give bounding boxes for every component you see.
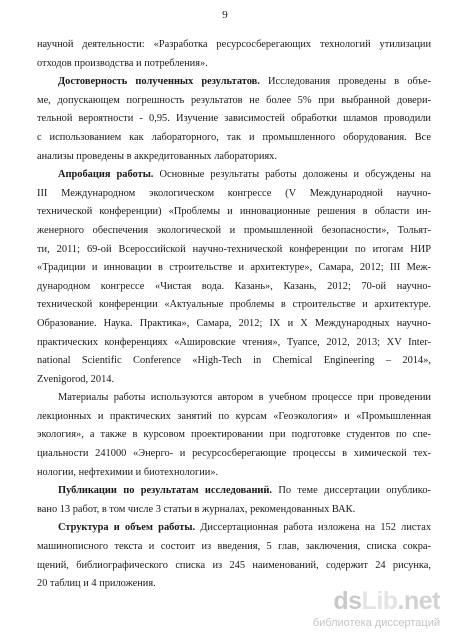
paragraph-publications: [37, 482, 431, 519]
paragraph-heading: Публикации по результатам исследований.: [58, 485, 273, 497]
text-line: щений, библиографического списка из 245 наименований, содержит 24 рисунка,: [37, 559, 431, 571]
text-line: анализы проведены в аккредитованных лабораториях.: [37, 150, 277, 162]
text-fragment: Основные результаты работы доложены и обсуждены на: [153, 169, 432, 181]
document-body: [37, 36, 431, 594]
text-line: тельной вероятности - 0,95. Изучение зависимостей обработки шламов проводили: [37, 113, 431, 125]
paragraph-structure: [37, 519, 431, 593]
paragraph-heading: Апробация работы.: [58, 169, 154, 181]
text-line: практических конференциях «Ашировские чтения», Туапсе, 2012, 2013; XV Inter-: [37, 336, 431, 348]
text-line: машинописного текста и состоит из введения, 5 глав, заключения, списка сокра-: [37, 541, 431, 553]
text-line: дународном конгрессе «Чистая вода. Казань», Казань, 2012; 70-ой научно-: [37, 280, 431, 292]
text-line: нологии, нефтехимии и биотехнологии».: [37, 466, 219, 478]
text-line: отходов производства и потребления».: [37, 57, 208, 69]
text-line: лекционных и практических занятий по курсам «Геоэкология» и «Промышленная: [37, 410, 431, 422]
text-line: Материалы работы используются автором в учебном процессе при проведении: [58, 392, 431, 404]
text-line: 20 таблиц и 4 приложения.: [37, 578, 156, 590]
text-line: ти, 2011; 69-ой Всероссийской научно-технической конференции по итогам НИР: [37, 243, 431, 255]
text-fragment: Диссертационная работа изложена на 152 листах: [195, 522, 432, 534]
text-line: national Scientific Conference «High-Tech in Chemical Engineering – 2014»,: [37, 355, 431, 367]
logo-part: ds: [333, 587, 362, 615]
paragraph-continuation: [37, 36, 431, 73]
text-line: III Международном экологическом конгрессе (V Международной научно-: [37, 187, 431, 199]
logo-part: Lib: [361, 587, 398, 615]
text-line: научной деятельности: «Разработка ресурсосберегающих технологий утилизации: [37, 39, 431, 50]
text-line: женерного обеспечения экологической и промышленной безопасности», Тольят-: [37, 224, 431, 236]
text-line: с использованием как лабораторного, так и промышленного оборудования. Все: [37, 131, 431, 143]
text-line: циальности 241000 «Энерго- и ресурсосберегающие процессы в химической тех-: [37, 448, 431, 460]
text-line: [37, 73, 431, 92]
text-line: [37, 519, 431, 538]
logo-part: .net: [397, 587, 440, 615]
text-line: Zvenigorod, 2014.: [37, 373, 115, 385]
text-line: технической конференции «Актуальные проблемы в строительстве и архитектуре.: [37, 299, 431, 311]
text-line: [37, 482, 431, 501]
text-fragment: По теме диссертации опублико-: [272, 485, 431, 497]
text-fragment: Исследования проведены в объе-: [259, 76, 431, 88]
page-number: 9: [222, 9, 228, 21]
paragraph-materials: [37, 389, 431, 482]
text-line: [37, 166, 431, 185]
paragraph-reliability: [37, 73, 431, 166]
text-line: экология», а также в курсовом проектировании при подготовке студентов по спе-: [37, 429, 431, 441]
watermark-caption: библиотека диссертаций: [312, 617, 440, 629]
text-line: технической конференции) «Проблемы и инновационные решения в области ин-: [37, 206, 431, 218]
text-line: Образование. Наука. Практика», Самара, 2012; IX и X Международных научно-: [37, 317, 431, 329]
dslib-logo: [290, 587, 440, 615]
watermark: [290, 587, 440, 631]
text-line: ме, допускающем погрешность результатов не более 5% при выбранной довери-: [37, 94, 431, 106]
paragraph-approbation: [37, 166, 431, 389]
paragraph-heading: Структура и объем работы.: [58, 522, 196, 534]
text-line: вано 13 работ, в том числе 3 статьи в журналах, рекомендованных ВАК.: [37, 503, 356, 515]
paragraph-heading: Достоверность полученных результатов.: [58, 76, 260, 88]
text-line: «Традиции и инновации в строительстве и архитектуре», Самара, 2012; III Меж-: [37, 262, 431, 274]
